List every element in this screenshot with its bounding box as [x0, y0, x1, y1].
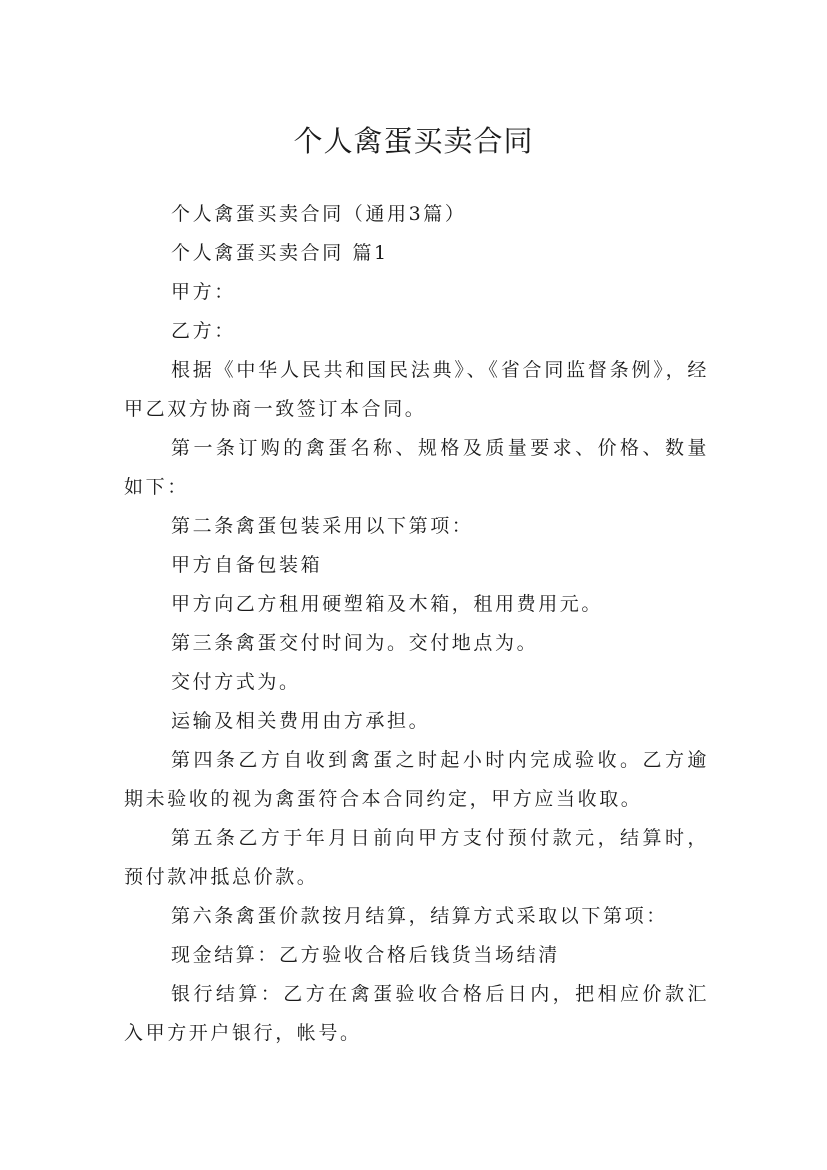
document-body — [124, 195, 709, 1053]
paragraph-article-2: 第二条禽蛋包装采用以下第项： — [171, 515, 474, 537]
paragraph-delivery-method: 交付方式为。 — [171, 671, 301, 693]
paragraph-article-4: 第四条乙方自收到禽蛋之时起小时内完成验收。乙方逾期未验收的视为禽蛋符合本合同约定，甲方应当收取。 — [124, 749, 709, 810]
document-title: 个人禽蛋买卖合同 — [293, 124, 534, 159]
paragraph-transport-cost: 运输及相关费用由方承担。 — [171, 710, 431, 732]
paragraph-basis: 根据《中华人民共和国民法典》、《省合同监督条例》，经甲乙双方协商一致签订本合同。 — [124, 359, 709, 420]
paragraph-party-a: 甲方： — [171, 281, 236, 303]
paragraph-bank-settlement: 银行结算：乙方在禽蛋验收合格后日内，把相应价款汇入甲方开户银行，帐号。 — [124, 983, 709, 1044]
paragraph-article-3: 第三条禽蛋交付时间为。交付地点为。 — [171, 632, 539, 654]
paragraph-article-6: 第六条禽蛋价款按月结算，结算方式采取以下第项： — [171, 905, 668, 927]
paragraph-cash-settlement: 现金结算：乙方验收合格后钱货当场结清 — [171, 944, 560, 966]
paragraph-section-heading: 个人禽蛋买卖合同 篇1 — [171, 242, 389, 264]
paragraph-article-1: 第一条订购的禽蛋名称、规格及质量要求、价格、数量如下： — [124, 437, 709, 498]
paragraph-article-2-option-2: 甲方向乙方租用硬塑箱及木箱，租用费用元。 — [171, 593, 604, 615]
paragraph-article-2-option-1: 甲方自备包装箱 — [171, 554, 323, 576]
paragraph-subtitle: 个人禽蛋买卖合同（通用3篇） — [171, 203, 467, 225]
paragraph-party-b: 乙方： — [171, 320, 236, 342]
paragraph-article-5: 第五条乙方于年月日前向甲方支付预付款元，结算时，预付款冲抵总价款。 — [124, 827, 709, 888]
